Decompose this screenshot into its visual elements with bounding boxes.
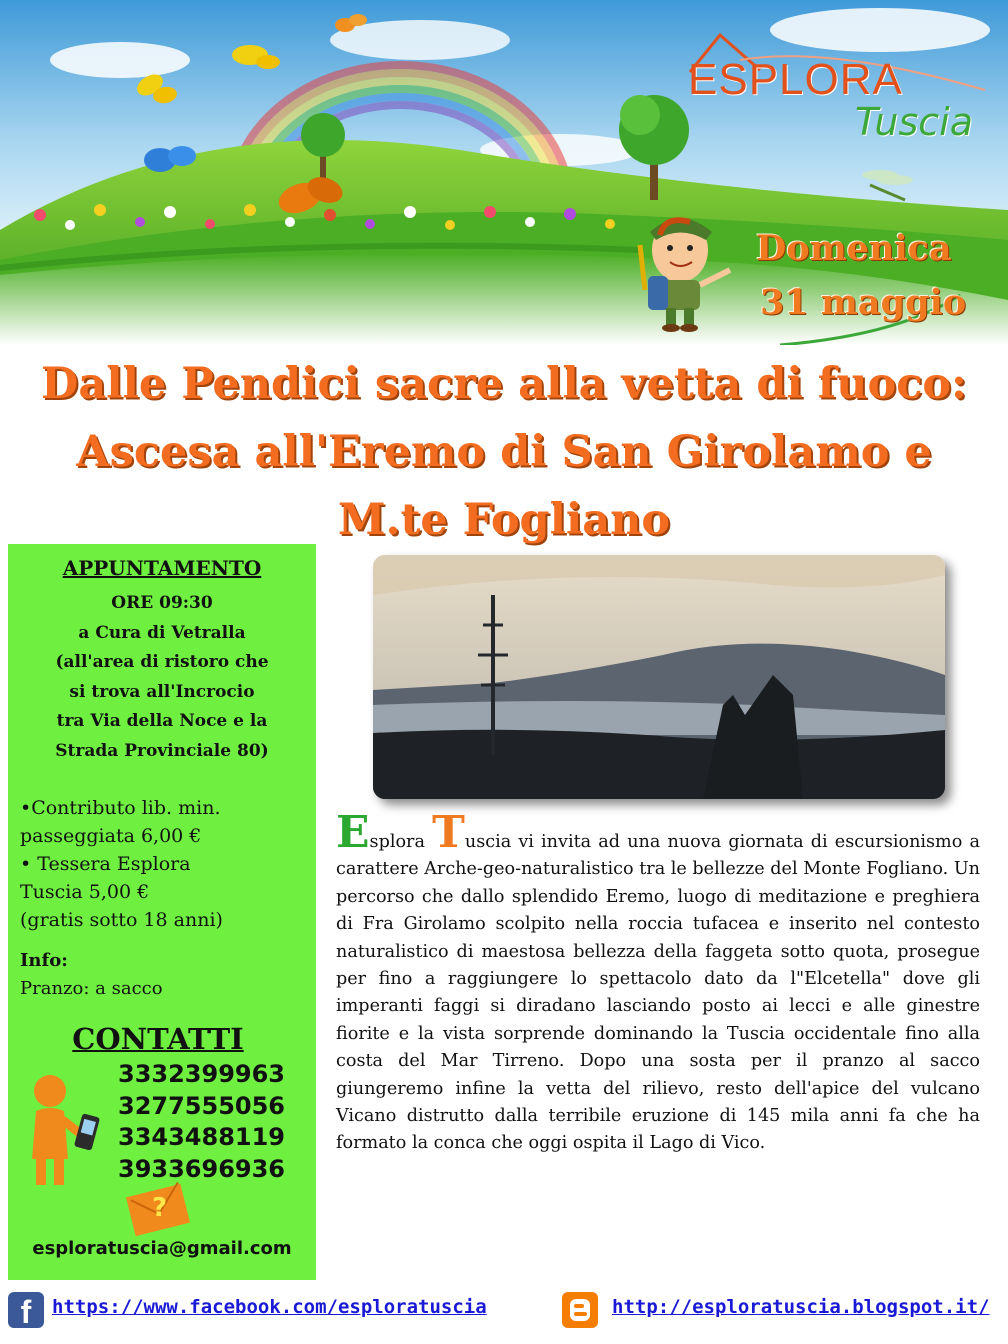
contacts-heading: CONTATTI: [72, 1022, 244, 1056]
fee-line: passeggiata 6,00 €: [20, 825, 202, 847]
fee-line: Tuscia 5,00 €: [20, 881, 150, 903]
info-lunch: Pranzo: a sacco: [20, 978, 163, 999]
fee-line: (gratis sotto 18 anni): [20, 909, 223, 931]
article-body: [336, 807, 981, 1158]
event-title: Dalle Pendici sacre alla vetta di fuoco: Ascesa all'Eremo di San Girolamo e M.te Fogliano: [41, 359, 967, 545]
phone-list: [118, 1059, 285, 1185]
article-text-part: splora: [369, 832, 433, 852]
phone-number[interactable]: 3332399963: [118, 1060, 285, 1088]
info-heading: Info:: [20, 950, 68, 971]
facebook-icon[interactable]: f: [8, 1292, 44, 1328]
phone-number[interactable]: 3277555056: [118, 1091, 285, 1120]
brand-logo-esplora: ESPLORA: [688, 55, 903, 104]
article-text-part: uscia vi invita ad una nuova giornata di escursionismo a carattere Arche-geo-naturalistico tra le bellezze del Monte Fogliano. Un percorso che dallo splendido Eremo, luogo di meditazione e preghiera di Fra Girolamo scolpito nella roccia tufacea e inserito nel contesto naturalistico di maestosa bellezza della faggeta sotto quota, prosegue per fino a raggiungere lo spettacolo dato da l"Elcetella" dove gli imperanti faggi si diradano lasciando posto ai lecci e alle ginestre fiorite e la vista sorprende dominando la Tuscia occidentale fino alla costa del Mar Tirreno. Dopo una sosta per il pranzo al sacco giungeremo infine la vetta del rilievo, resto dell'apice del vulcano Vicano distrutto dalla terribile eruzione di 145 mila anni fa che ha formato la conca che oggi ospita il Lago di Vico.: [336, 832, 981, 1154]
event-day: Domenica: [756, 228, 952, 269]
appointment-details: [8, 589, 316, 766]
appointment-line: (all'area di ristoro che: [55, 652, 269, 672]
drop-cap-t: T: [432, 807, 465, 858]
appointment-line: tra Via della Noce e la: [56, 711, 268, 731]
phone-person-figure: [18, 1069, 108, 1189]
contact-email[interactable]: esploratuscia@gmail.com: [32, 1238, 292, 1259]
blogger-icon[interactable]: [562, 1292, 598, 1328]
fee-line: • Tessera Esplora: [20, 853, 191, 875]
phone-number[interactable]: 3343488119: [118, 1123, 285, 1151]
brand-logo-tuscia: Tuscia: [855, 100, 974, 144]
landscape-photo: [373, 555, 945, 799]
fee-line: •Contributo lib. min.: [20, 797, 221, 819]
event-date: 31 maggio: [760, 282, 967, 323]
facebook-link[interactable]: https://www.facebook.com/esploratuscia: [52, 1296, 487, 1318]
blog-link[interactable]: http://esploratuscia.blogspot.it/: [612, 1296, 990, 1318]
appointment-line: Strada Provinciale 80): [55, 740, 269, 761]
appointment-heading: APPUNTAMENTO: [62, 556, 262, 580]
drop-cap-e: E: [336, 807, 370, 858]
blogger-icon-glyph: [562, 1292, 598, 1328]
appointment-line: si trova all'Incrocio: [69, 681, 255, 702]
svg-text:?: ?: [152, 1193, 168, 1223]
appointment-line: a Cura di Vetralla: [78, 622, 246, 643]
info-panel: [8, 544, 316, 1280]
phone-number[interactable]: 3933696936: [118, 1154, 285, 1183]
header-banner: [0, 0, 1008, 345]
mail-question-icon: [126, 1180, 190, 1238]
lake-view-photo: [373, 555, 945, 799]
fees-list: [20, 794, 310, 934]
appointment-time: ORE 09:30: [111, 593, 213, 613]
